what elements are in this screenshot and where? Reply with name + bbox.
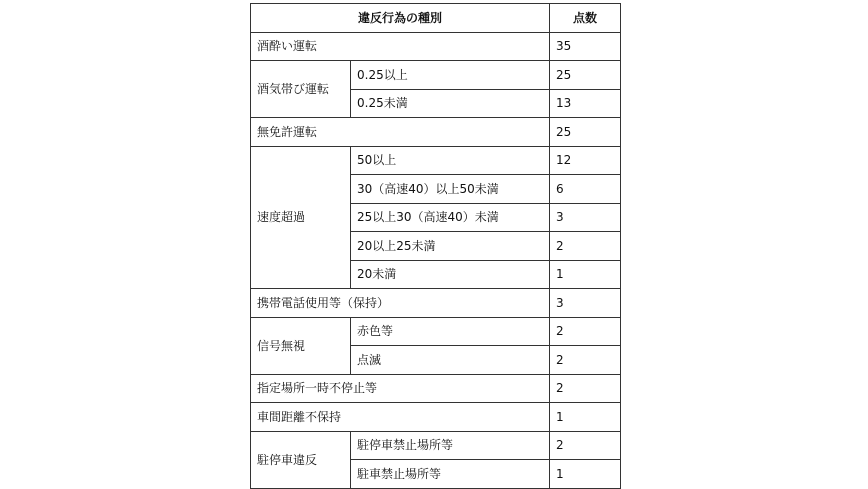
row-sub-label: 点滅 xyxy=(351,346,550,375)
row-points: 6 xyxy=(550,175,621,204)
row-points: 1 xyxy=(550,403,621,432)
row-sub-label: 駐停車禁止場所等 xyxy=(351,431,550,460)
table-row xyxy=(251,146,621,175)
header-row xyxy=(251,4,621,33)
row-label: 指定場所一時不停止等 xyxy=(251,374,550,403)
table-row xyxy=(251,374,621,403)
row-sub-label: 駐車禁止場所等 xyxy=(351,460,550,489)
traffic-violation-points-table xyxy=(250,3,621,489)
row-points: 2 xyxy=(550,232,621,261)
row-sub-label: 50以上 xyxy=(351,146,550,175)
row-points: 2 xyxy=(550,374,621,403)
table-row xyxy=(251,317,621,346)
row-label: 車間距離不保持 xyxy=(251,403,550,432)
row-group-label: 駐停車違反 xyxy=(251,431,351,488)
table-row xyxy=(251,431,621,460)
row-points: 1 xyxy=(550,260,621,289)
row-points: 12 xyxy=(550,146,621,175)
row-sub-label: 25以上30（高速40）未満 xyxy=(351,203,550,232)
row-points: 35 xyxy=(550,32,621,61)
row-sub-label: 赤色等 xyxy=(351,317,550,346)
row-group-label: 信号無視 xyxy=(251,317,351,374)
table-row xyxy=(251,289,621,318)
row-group-label: 速度超過 xyxy=(251,146,351,289)
row-group-label: 酒気帯び運転 xyxy=(251,61,351,118)
table-row xyxy=(251,403,621,432)
table-row xyxy=(251,118,621,147)
row-sub-label: 30（高速40）以上50未満 xyxy=(351,175,550,204)
row-sub-label: 20未満 xyxy=(351,260,550,289)
header-points: 点数 xyxy=(550,4,621,33)
row-points: 2 xyxy=(550,346,621,375)
table-row xyxy=(251,32,621,61)
row-points: 2 xyxy=(550,317,621,346)
row-points: 3 xyxy=(550,289,621,318)
table-row xyxy=(251,61,621,90)
row-points: 3 xyxy=(550,203,621,232)
row-points: 25 xyxy=(550,61,621,90)
row-points: 25 xyxy=(550,118,621,147)
row-points: 13 xyxy=(550,89,621,118)
row-points: 2 xyxy=(550,431,621,460)
row-points: 1 xyxy=(550,460,621,489)
row-label: 無免許運転 xyxy=(251,118,550,147)
row-label: 酒酔い運転 xyxy=(251,32,550,61)
row-label: 携帯電話使用等（保持） xyxy=(251,289,550,318)
row-sub-label: 0.25未満 xyxy=(351,89,550,118)
row-sub-label: 0.25以上 xyxy=(351,61,550,90)
row-sub-label: 20以上25未満 xyxy=(351,232,550,261)
header-violation-type: 違反行為の種別 xyxy=(251,4,550,33)
